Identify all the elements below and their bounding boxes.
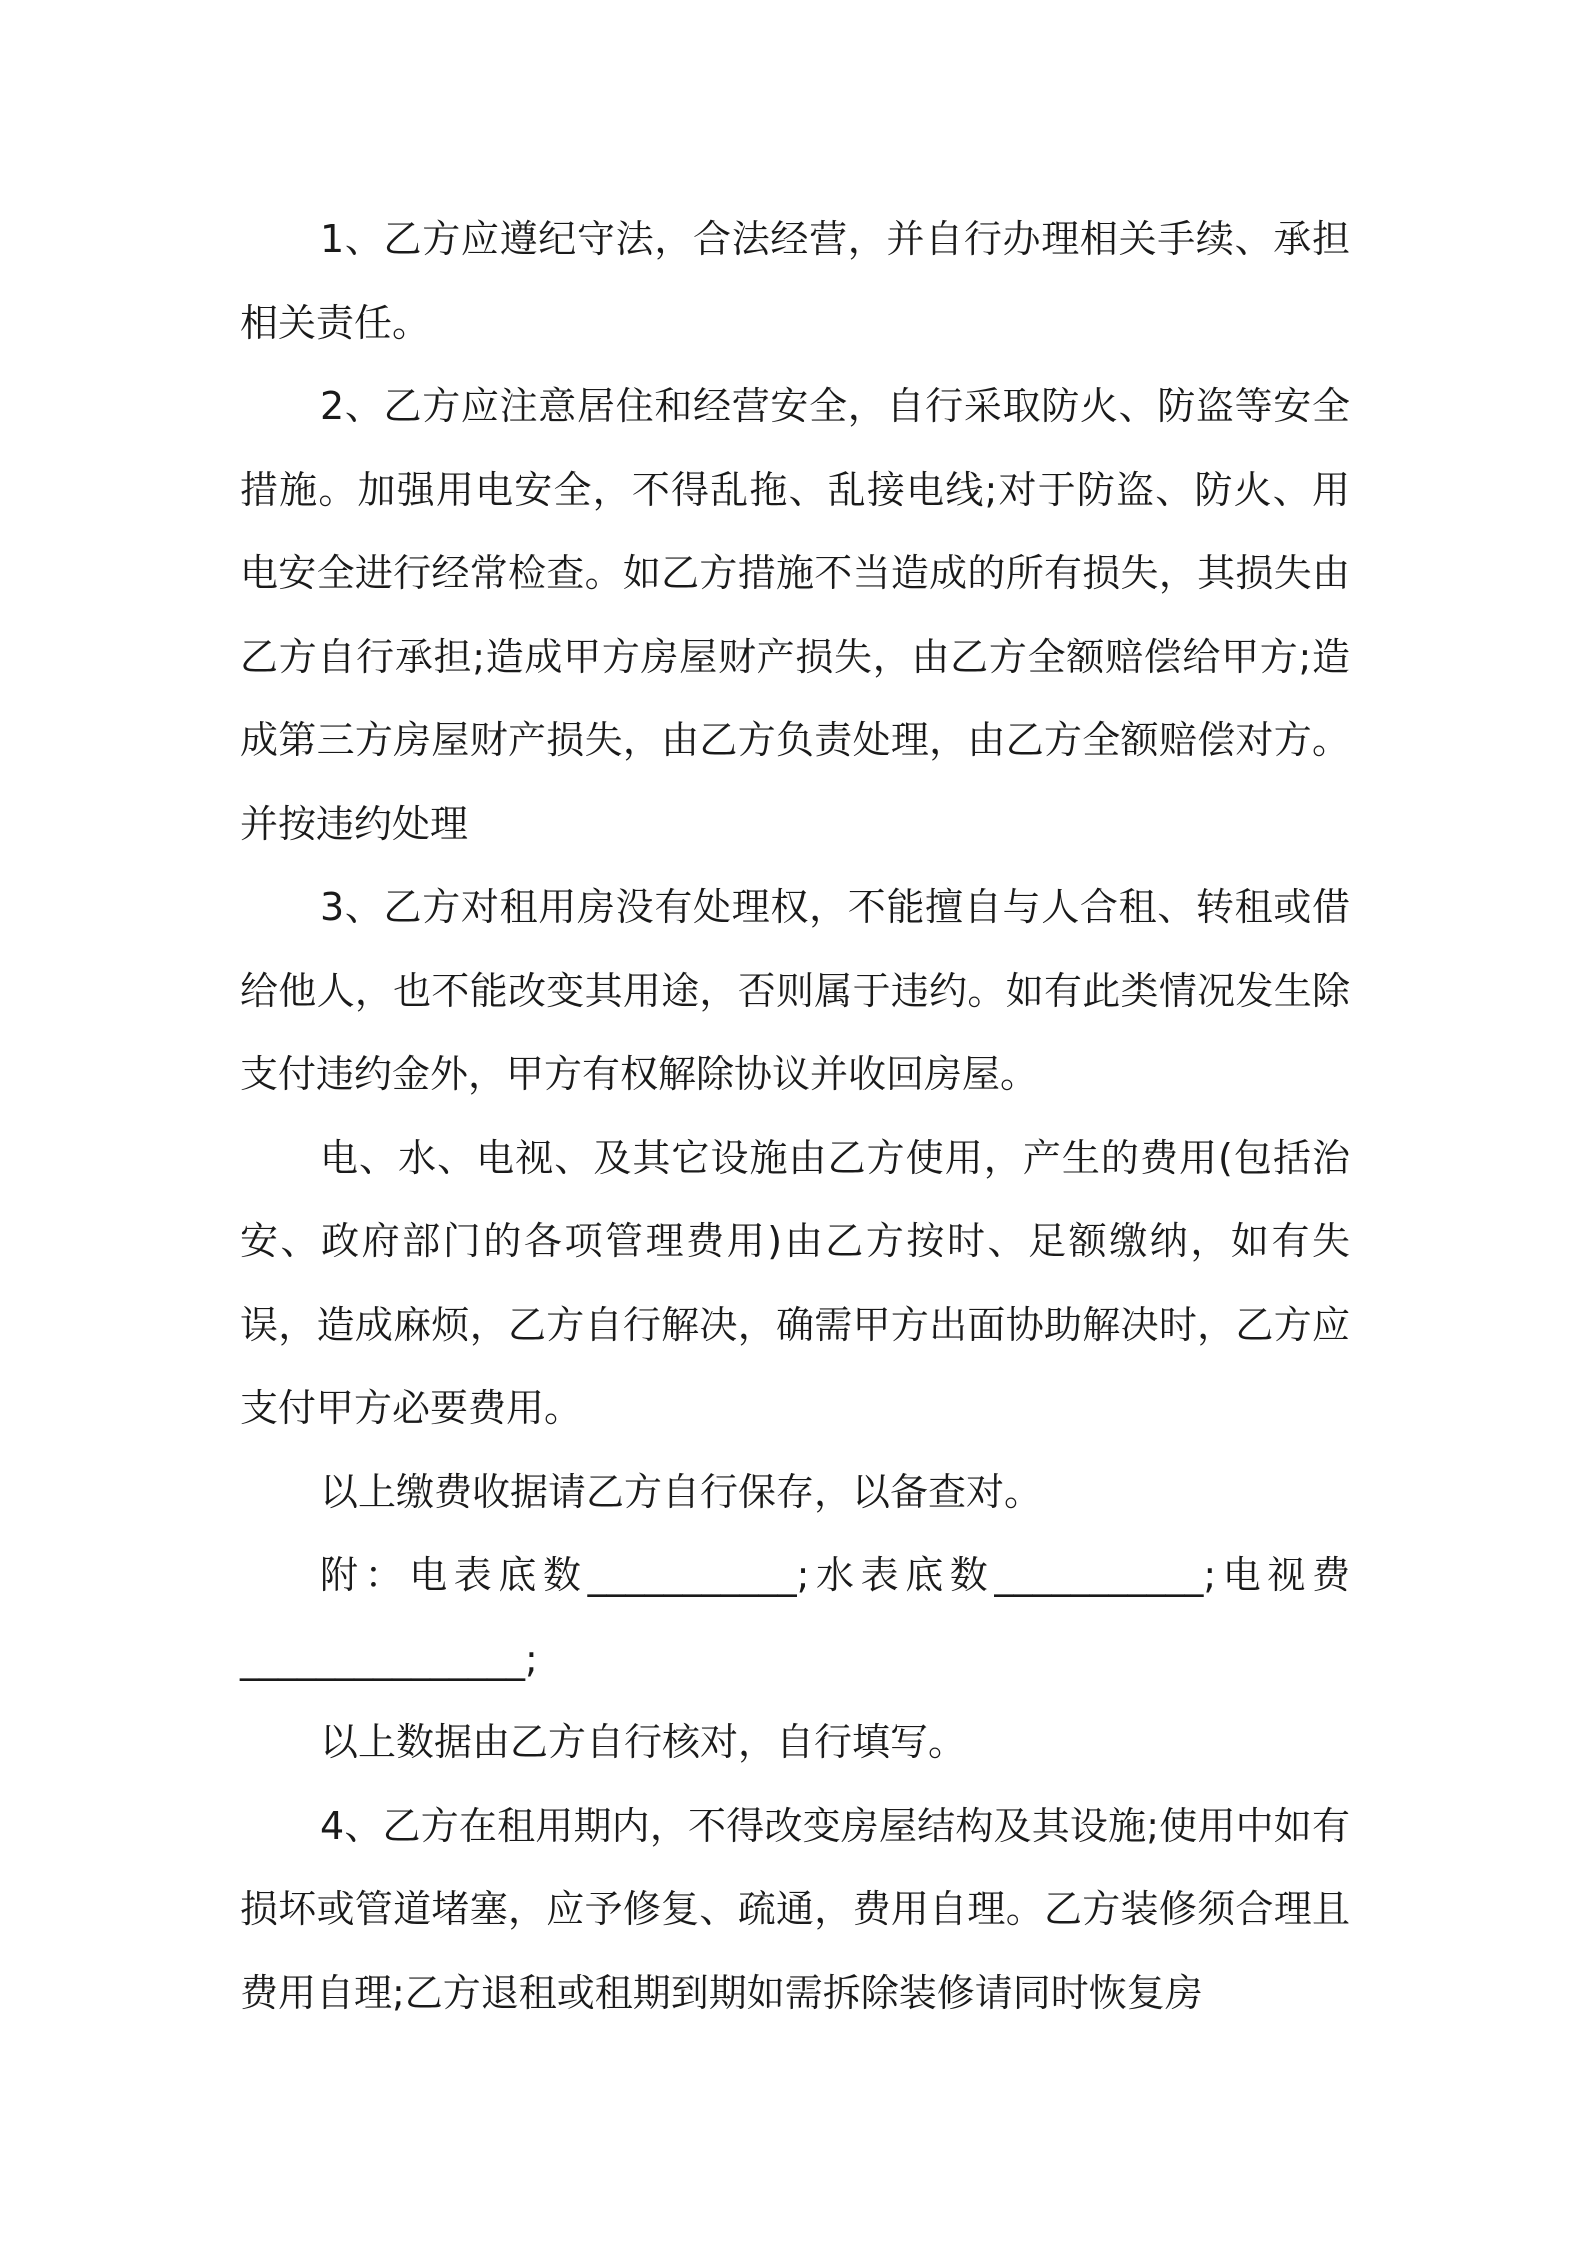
meter-readings: 附：电表底数___________;水表底数___________;电视费_______________;: [240, 1553, 1350, 1681]
clause-2: 2、乙方应注意居住和经营安全，自行采取防火、防盗等安全措施。加强用电安全，不得乱拖、乱接电线;对于防盗、防火、用电安全进行经常检查。如乙方措施不当造成的所有损失，其损失由乙方自行承担;造成甲方房屋财产损失，由乙方全额赔偿给甲方;造成第三方房屋财产损失，由乙方负责处理，由乙方全额赔偿对方。并按违约处理: [240, 384, 1350, 846]
clause-4: 4、乙方在租用期内，不得改变房屋结构及其设施;使用中如有损坏或管道堵塞，应予修复、疏通，费用自理。乙方装修须合理且费用自理;乙方退租或租期到期如需拆除装修请同时恢复房: [240, 1803, 1350, 2015]
clause-1: 1、乙方应遵纪守法，合法经营，并自行办理相关手续、承担相关责任。: [240, 217, 1350, 345]
verification-note: 以上数据由乙方自行核对，自行填写。: [320, 1720, 967, 1764]
clause-3: 3、乙方对租用房没有处理权，不能擅自与人合租、转租或借给他人，也不能改变其用途，否则属于违约。如有此类情况发生除支付违约金外，甲方有权解除协议并收回房屋。: [240, 885, 1350, 1096]
utilities-paragraph: 电、水、电视、及其它设施由乙方使用，产生的费用(包括治安、政府部门的各项管理费用)由乙方按时、足额缴纳，如有失误，造成麻烦，乙方自行解决，确需甲方出面协助解决时，乙方应支付甲方必要费用。: [240, 1135, 1350, 1430]
receipt-note: 以上缴费收据请乙方自行保存，以备查对。: [320, 1469, 1043, 1514]
document-body: [240, 198, 1350, 2035]
